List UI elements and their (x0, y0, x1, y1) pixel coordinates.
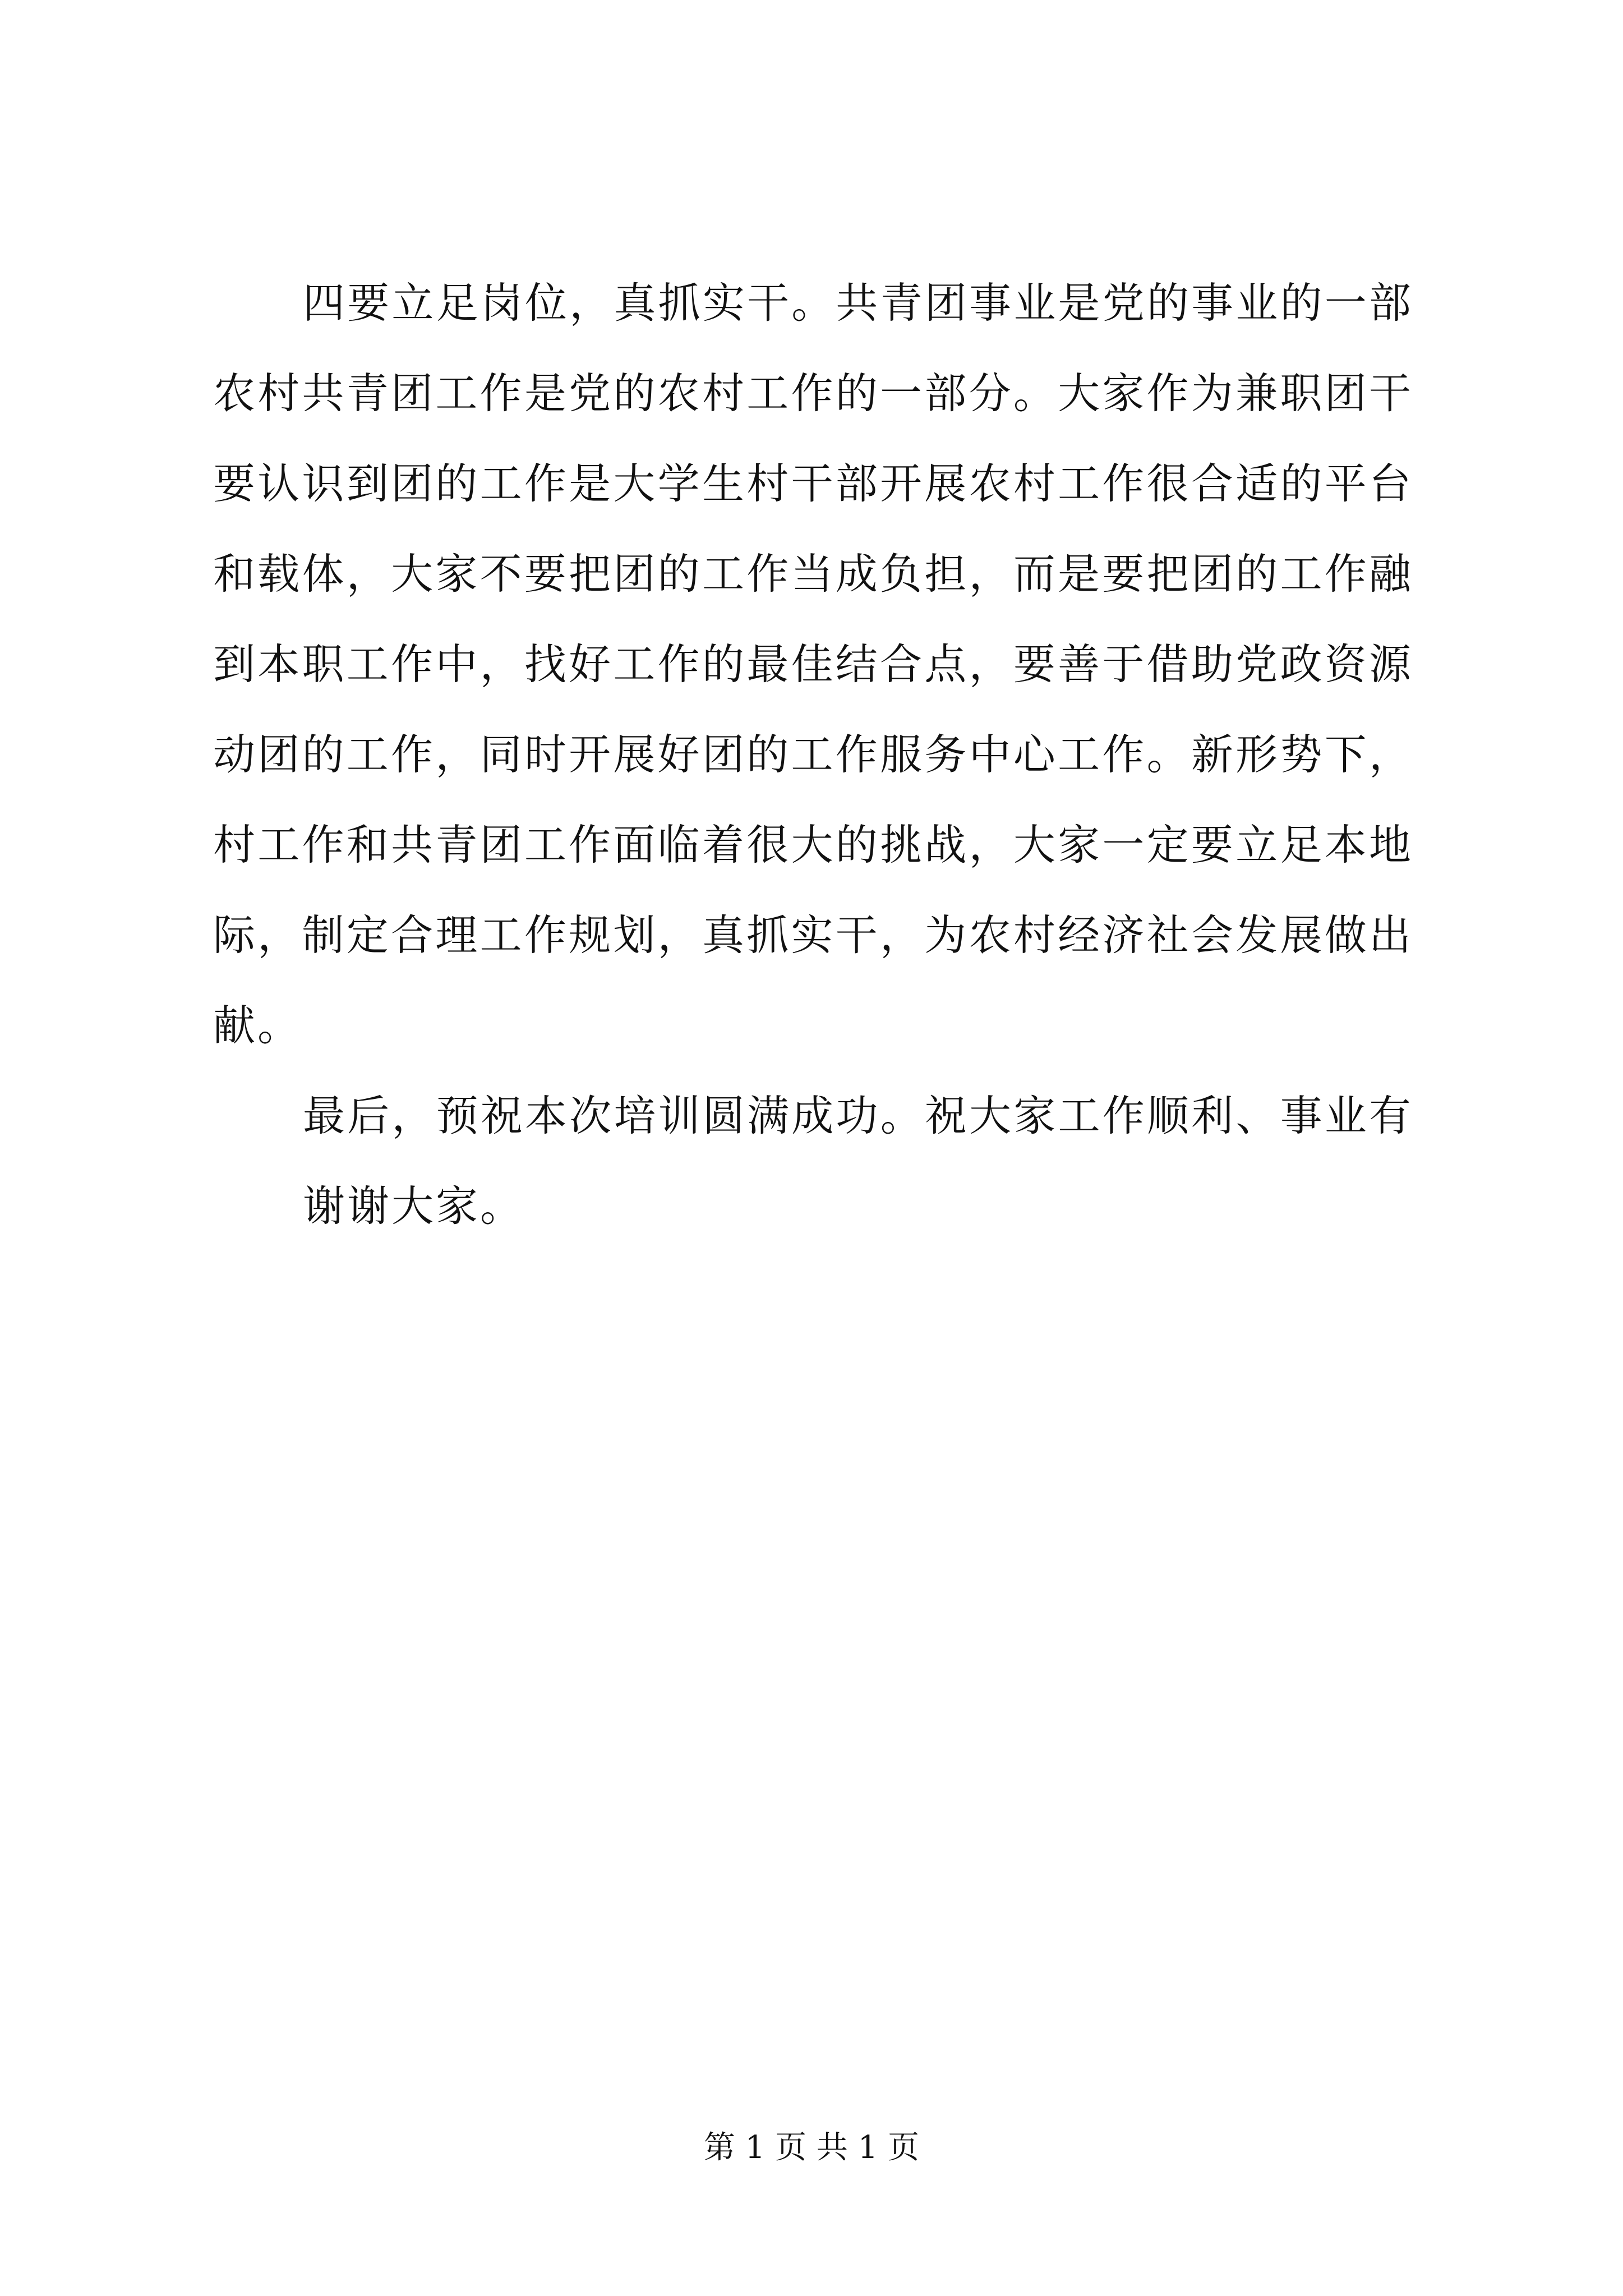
paragraph-3: 谢谢大家。 (303, 1181, 525, 1231)
paragraph-1-line: 村工作和共青团工作面临着很大的挑战，大家一定要立足本地 (213, 820, 1413, 869)
paragraph-1-line: 献。 (213, 1001, 302, 1050)
paragraph-1-line: 际，制定合理工作规划，真抓实干，为农村经济社会发展做出 (213, 910, 1413, 960)
paragraph-2: 最后，预祝本次培训圆满成功。祝大家工作顺利、事业有 (303, 1091, 1413, 1140)
paragraph-1-line: 要认识到团的工作是大学生村干部开展农村工作很合适的平台 (213, 459, 1413, 508)
paragraph-1-line: 到本职工作中，找好工作的最佳结合点，要善于借助党政资源 (213, 639, 1413, 689)
paragraph-1-line: 动团的工作，同时开展好团的工作服务中心工作。新形势下， (213, 730, 1413, 779)
paragraph-1-line: 农村共青团工作是党的农村工作的一部分。大家作为兼职团干 (213, 369, 1413, 418)
page-number-footer: 第 1 页 共 1 页 (703, 2129, 920, 2166)
paragraph-1-line: 和载体，大家不要把团的工作当成负担，而是要把团的工作融 (213, 549, 1413, 599)
paragraph-1-line: 四要立足岗位，真抓实干。共青团事业是党的事业的一部 (303, 278, 1413, 328)
paragraph-1 (213, 258, 1413, 1071)
document-body (213, 258, 1413, 1251)
